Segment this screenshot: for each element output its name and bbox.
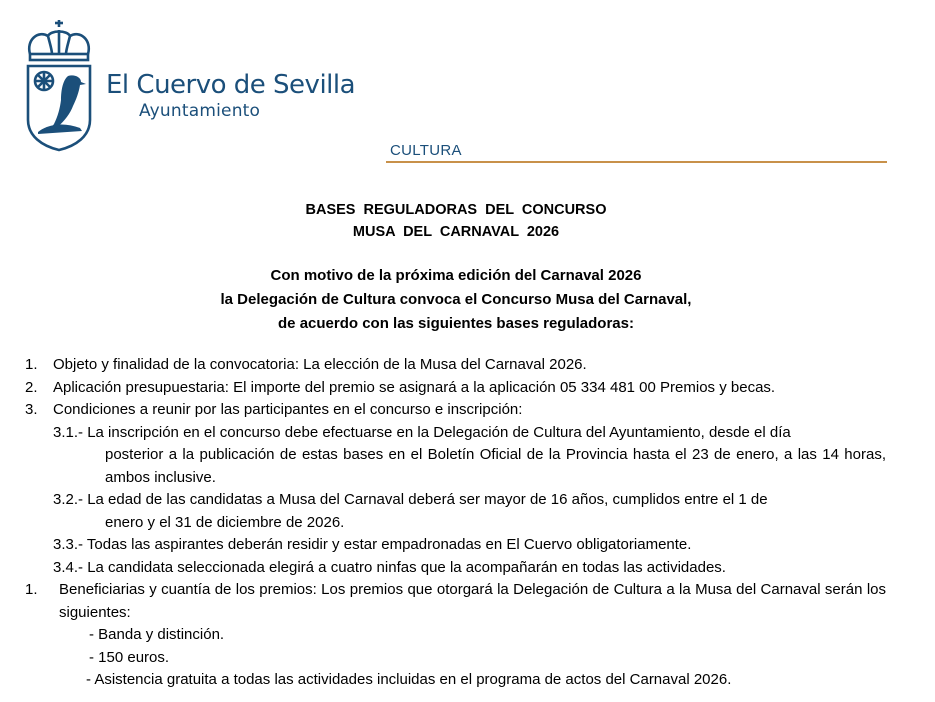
intro-line-3: de acuerdo con las siguientes bases reguladoras: [278, 315, 634, 332]
subitem-label: 3.4.- [53, 558, 84, 576]
document-title-line-2: MUSA DEL CARNAVAL 2026 [352, 224, 560, 240]
subitem [53, 422, 886, 490]
prize-item: - Banda y distinción. [89, 626, 225, 643]
subitem-label: 3.2.- [53, 491, 84, 508]
document-body [0, 354, 935, 692]
subitem [53, 534, 886, 557]
prize-item: - Asistencia gratuita a todas las actividades incluidas en el programa de actos del Carnaval 2026. [86, 671, 732, 688]
subitem-text: La candidata seleccionada elegirá a cuatro ninfas que la acompañarán en todas las actividades. [87, 558, 726, 576]
list-item-text: Aplicación presupuestaria: El importe del premio se asignará a la aplicación 05 334 481 00 Premios y becas. [53, 378, 776, 396]
subitem-text: La edad de las candidatas a Musa del Carnaval deberá ser mayor de 16 años, cumplidos entre el 1 de [87, 491, 768, 508]
list-item-text: Objeto y finalidad de la convocatoria: La elección de la Musa del Carnaval 2026. [53, 356, 587, 373]
list-item-number: 2. [25, 378, 38, 396]
list-item-number: 3. [25, 401, 38, 418]
subitem-text: Todas las aspirantes deberán residir y estar empadronadas en El Cuervo obligatoriamente. [86, 536, 692, 553]
list-item-number: 1. [25, 356, 38, 373]
subitem [53, 557, 886, 580]
department-label: CULTURA [390, 142, 462, 159]
list-item-number: 1. [25, 581, 38, 598]
subitem-continuation: enero y el 31 de diciembre de 2026. [105, 513, 345, 531]
municipality-name: El Cuervo de Sevilla [106, 70, 356, 100]
subitem-label: 3.1.- [53, 423, 84, 441]
municipal-coat-of-arms-logo [24, 18, 94, 153]
list-item [0, 354, 935, 377]
header-divider [386, 161, 887, 163]
subitem-text: La inscripción en el concurso debe efectuarse en la Delegación de Cultura del Ayuntamiento, desde el día [87, 423, 791, 441]
intro-line-2: la Delegación de Cultura convoca el Concurso Musa del Carnaval, [220, 291, 692, 308]
list-item-text: Condiciones a reunir por las participantes en el concurso e inscripción: [53, 401, 523, 418]
subitem [53, 489, 886, 534]
list-item-benefits [0, 579, 935, 624]
document-title-line-1: BASES REGULADORAS DEL CONCURSO [305, 202, 607, 218]
prize-item: - 150 euros. [89, 648, 170, 666]
subitem-label: 3.3.- [53, 536, 84, 553]
municipality-brand [106, 70, 355, 122]
subitem-continuation: posterior a la publicación de estas bases en el Boletín Oficial de la Provincia hasta el 23 de enero, a las 14 horas, ambos inclusive. [105, 446, 886, 486]
list-item [0, 377, 935, 400]
list-item [0, 399, 935, 422]
municipality-subtitle: Ayuntamiento [139, 101, 261, 121]
list-item-text: Beneficiarias y cuantía de los premios: Los premios que otorgará la Delegación de Cultura a la Musa del Carnaval serán los siguientes: [59, 581, 886, 621]
intro-line-1: Con motivo de la próxima edición del Carnaval 2026 [270, 267, 642, 284]
